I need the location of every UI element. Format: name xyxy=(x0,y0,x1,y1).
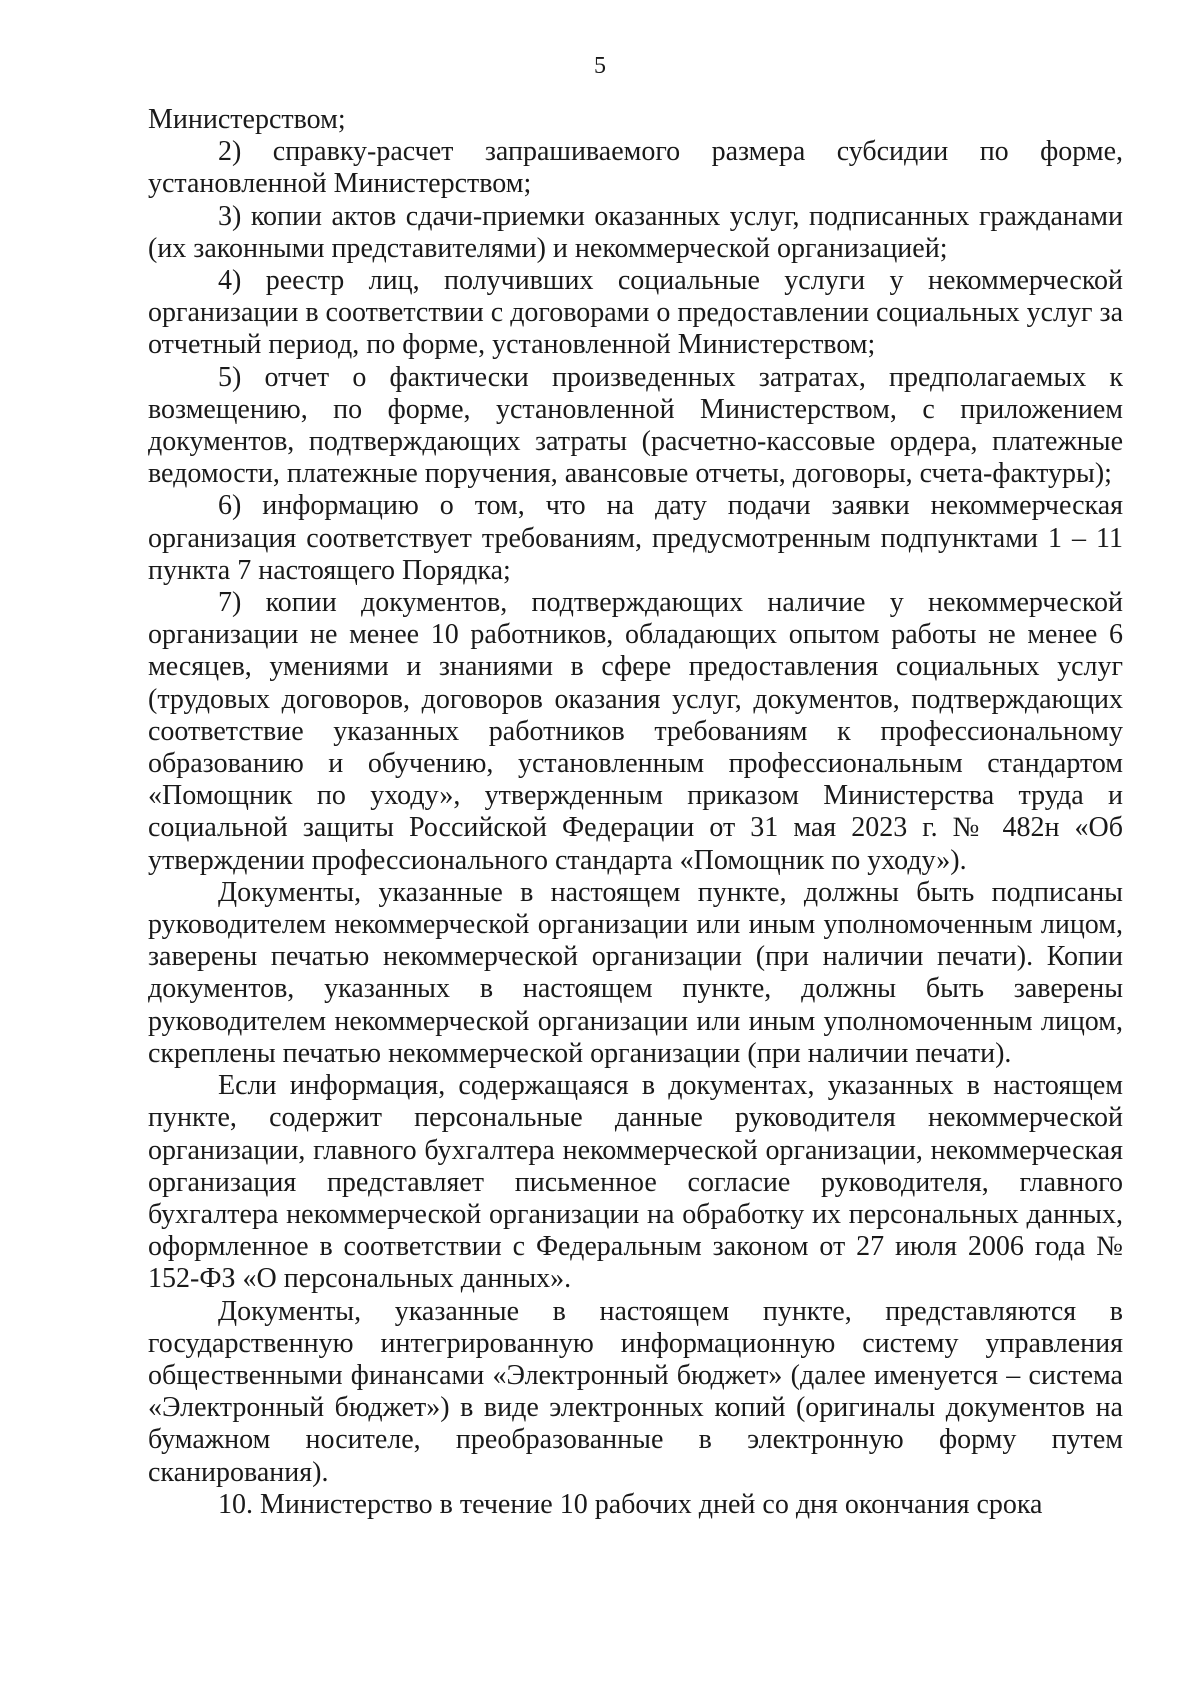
paragraph-item-3: 3) копии актов сдачи-приемки оказанных услуг, подписанных гражданами (их законными представителями) и некоммерческой организацией; xyxy=(148,200,1123,264)
document-body xyxy=(148,104,1123,1521)
paragraph-item-2: 2) справку-расчет запрашиваемого размера субсидии по форме, установленной Министерством; xyxy=(148,136,1123,200)
page-number: 5 xyxy=(594,53,606,79)
paragraph-point-10: 10. Министерство в течение 10 рабочих дней со дня окончания срока xyxy=(218,1488,1043,1520)
paragraph-continuation: Министерством; xyxy=(148,104,346,135)
paragraph-item-6: 6) информацию о том, что на дату подачи заявки некоммерческая организация соответствует требованиям, предусмотренным подпунктами 1 – 11 пункта 7 настоящего Порядка; xyxy=(148,490,1123,586)
paragraph-personal-data: Если информация, содержащаяся в документах, указанных в настоящем пункте, содержит персональные данные руководителя некоммерческой организации, главного бухгалтера некоммерческой организации, некоммерческая организация представляет письменное согласие руководителя, главного бухгалтера некоммерческой организации на обработку их персональных данных, оформленное в соответствии с Федеральным законом от 27 июля 2006 года № 152-ФЗ «О персональных данных». xyxy=(148,1070,1123,1295)
paragraph-item-4: 4) реестр лиц, получивших социальные услуги у некоммерческой организации в соответствии с договорами о предоставлении социальных услуг за отчетный период, по форме, установленной Министерством; xyxy=(148,265,1123,361)
paragraph-item-7: 7) копии документов, подтверждающих наличие у некоммерческой организации не менее 10 работников, обладающих опытом работы не менее 6 месяцев, умениями и знаниями в сфере предоставления социальных услуг (трудовых договоров, договоров оказания услуг, документов, подтверждающих соответствие указанных работников требованиям к профессиональному образованию и обучению, установленным профессиональным стандартом «Помощник по уходу», утвержденным приказом Министерства труда и социальной защиты Российской Федерации от 31 мая 2023 г. № 482н «Об утверждении профессионального стандарта «Помощник по уходу»). xyxy=(148,587,1123,876)
paragraph-signing-requirements: Документы, указанные в настоящем пункте, должны быть подписаны руководителем некоммерческой организации или иным уполномоченным лицом, заверены печатью некоммерческой организации (при наличии печати). Копии документов, указанных в настоящем пункте, должны быть заверены руководителем некоммерческой организации или иным уполномоченным лицом, скреплены печатью некоммерческой организации (при наличии печати). xyxy=(148,876,1123,1069)
paragraph-electronic-budget: Документы, указанные в настоящем пункте, представляются в государственную интегрированную информационную систему управления общественными финансами «Электронный бюджет» (далее именуется – система «Электронный бюджет») в виде электронных копий (оригиналы документов на бумажном носителе, преобразованные в электронную форму путем сканирования). xyxy=(148,1295,1123,1488)
paragraph-item-5: 5) отчет о фактически произведенных затратах, предполагаемых к возмещению, по форме, установленной Министерством, с приложением документов, подтверждающих затраты (расчетно-кассовые ордера, платежные ведомости, платежные поручения, авансовые отчеты, договоры, счета-фактуры); xyxy=(148,361,1123,490)
